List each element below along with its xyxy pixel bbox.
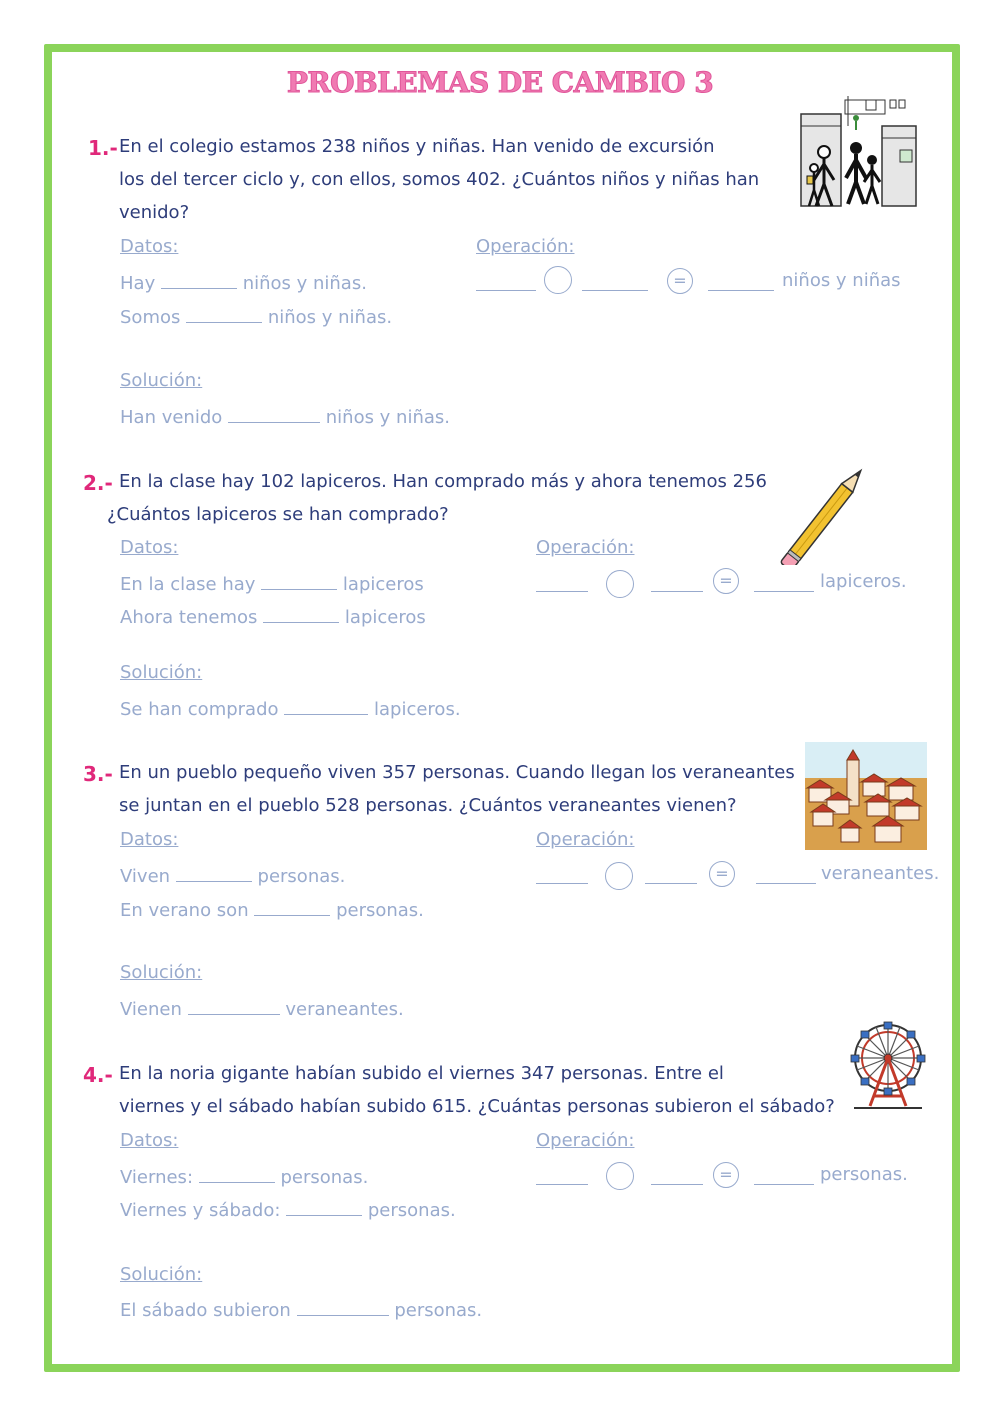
- operacion-label: Operación:: [536, 537, 635, 558]
- question-line: En el colegio estamos 238 niños y niñas. Han venido de excursión: [119, 136, 715, 157]
- data-line-1: Hay niños y niñas.: [120, 270, 367, 294]
- datos-label: Datos:: [120, 1130, 179, 1151]
- solucion-label: Solución:: [120, 1264, 203, 1285]
- operacion-label: Operación:: [536, 1130, 635, 1151]
- datos-label: Datos:: [120, 236, 179, 257]
- operation-unit: lapiceros.: [820, 571, 907, 592]
- operand-blank[interactable]: [536, 1183, 588, 1185]
- datos-label: Datos:: [120, 829, 179, 850]
- operand-blank[interactable]: [645, 882, 697, 884]
- result-blank[interactable]: [754, 1183, 814, 1185]
- data-line-2: Ahora tenemos lapiceros: [120, 604, 426, 628]
- answer-blank[interactable]: [188, 996, 280, 1015]
- pencil-icon: [780, 455, 880, 565]
- answer-blank[interactable]: [161, 270, 237, 289]
- solucion-label: Solución:: [120, 662, 203, 683]
- solution-line: Se han comprado lapiceros.: [120, 696, 461, 720]
- problem-number: 1.-: [88, 136, 118, 160]
- equals-sign: =: [709, 861, 735, 887]
- operation-unit: niños y niñas: [782, 270, 901, 291]
- operator-circle[interactable]: [605, 862, 633, 890]
- question-line: En un pueblo pequeño viven 357 personas. Cuando llegan los veraneantes: [119, 762, 795, 783]
- data-line-2: En verano son personas.: [120, 897, 424, 921]
- question-line: venido?: [119, 202, 190, 223]
- operand-blank[interactable]: [536, 590, 588, 592]
- operacion-label: Operación:: [476, 236, 575, 257]
- answer-blank[interactable]: [176, 863, 252, 882]
- datos-label: Datos:: [120, 537, 179, 558]
- operand-blank[interactable]: [651, 590, 703, 592]
- solution-line: Vienen veraneantes.: [120, 996, 404, 1020]
- result-blank[interactable]: [756, 882, 816, 884]
- result-blank[interactable]: [708, 289, 774, 291]
- problem-number: 2.-: [83, 471, 113, 495]
- page-title: PROBLEMAS DE CAMBIO 3: [286, 66, 714, 99]
- answer-blank[interactable]: [284, 696, 368, 715]
- operand-blank[interactable]: [582, 289, 648, 291]
- answer-blank[interactable]: [254, 897, 330, 916]
- problem-number: 3.-: [83, 762, 113, 786]
- school-people-icon: [800, 96, 918, 208]
- answer-blank[interactable]: [228, 404, 320, 423]
- solucion-label: Solución:: [120, 370, 203, 391]
- operation-unit: personas.: [820, 1164, 908, 1185]
- solution-line: El sábado subieron personas.: [120, 1297, 482, 1321]
- result-blank[interactable]: [754, 590, 814, 592]
- answer-blank[interactable]: [261, 571, 337, 590]
- operand-blank[interactable]: [536, 882, 588, 884]
- solucion-label: Solución:: [120, 962, 203, 983]
- solution-line: Han venido niños y niñas.: [120, 404, 450, 428]
- operacion-label: Operación:: [536, 829, 635, 850]
- question-line: se juntan en el pueblo 528 personas. ¿Cuántos veraneantes vienen?: [119, 795, 737, 816]
- answer-blank[interactable]: [286, 1197, 362, 1216]
- data-line-2: Viernes y sábado: personas.: [120, 1197, 456, 1221]
- operand-blank[interactable]: [651, 1183, 703, 1185]
- problem-number: 4.-: [83, 1063, 113, 1087]
- operand-blank[interactable]: [476, 289, 536, 291]
- operator-circle[interactable]: [544, 266, 572, 294]
- ferris-wheel-icon: [848, 1020, 928, 1110]
- equals-sign: =: [667, 268, 693, 294]
- village-icon: [805, 742, 927, 850]
- answer-blank[interactable]: [297, 1297, 389, 1316]
- operator-circle[interactable]: [606, 1162, 634, 1190]
- question-line: En la clase hay 102 lapiceros. Han comprado más y ahora tenemos 256: [119, 471, 767, 492]
- data-line-1: Viven personas.: [120, 863, 345, 887]
- operator-circle[interactable]: [606, 570, 634, 598]
- equals-sign: =: [713, 1162, 739, 1188]
- answer-blank[interactable]: [199, 1164, 275, 1183]
- question-line: los del tercer ciclo y, con ellos, somos 402. ¿Cuántos niños y niñas han: [119, 169, 760, 190]
- question-line: ¿Cuántos lapiceros se han comprado?: [107, 504, 449, 525]
- question-line: En la noria gigante habían subido el viernes 347 personas. Entre el: [119, 1063, 724, 1084]
- operation-unit: veraneantes.: [821, 863, 940, 884]
- answer-blank[interactable]: [186, 304, 262, 323]
- data-line-2: Somos niños y niñas.: [120, 304, 392, 328]
- equals-sign: =: [713, 568, 739, 594]
- answer-blank[interactable]: [263, 604, 339, 623]
- question-line: viernes y el sábado habían subido 615. ¿Cuántas personas subieron el sábado?: [119, 1096, 835, 1117]
- data-line-1: En la clase hay lapiceros: [120, 571, 424, 595]
- data-line-1: Viernes: personas.: [120, 1164, 368, 1188]
